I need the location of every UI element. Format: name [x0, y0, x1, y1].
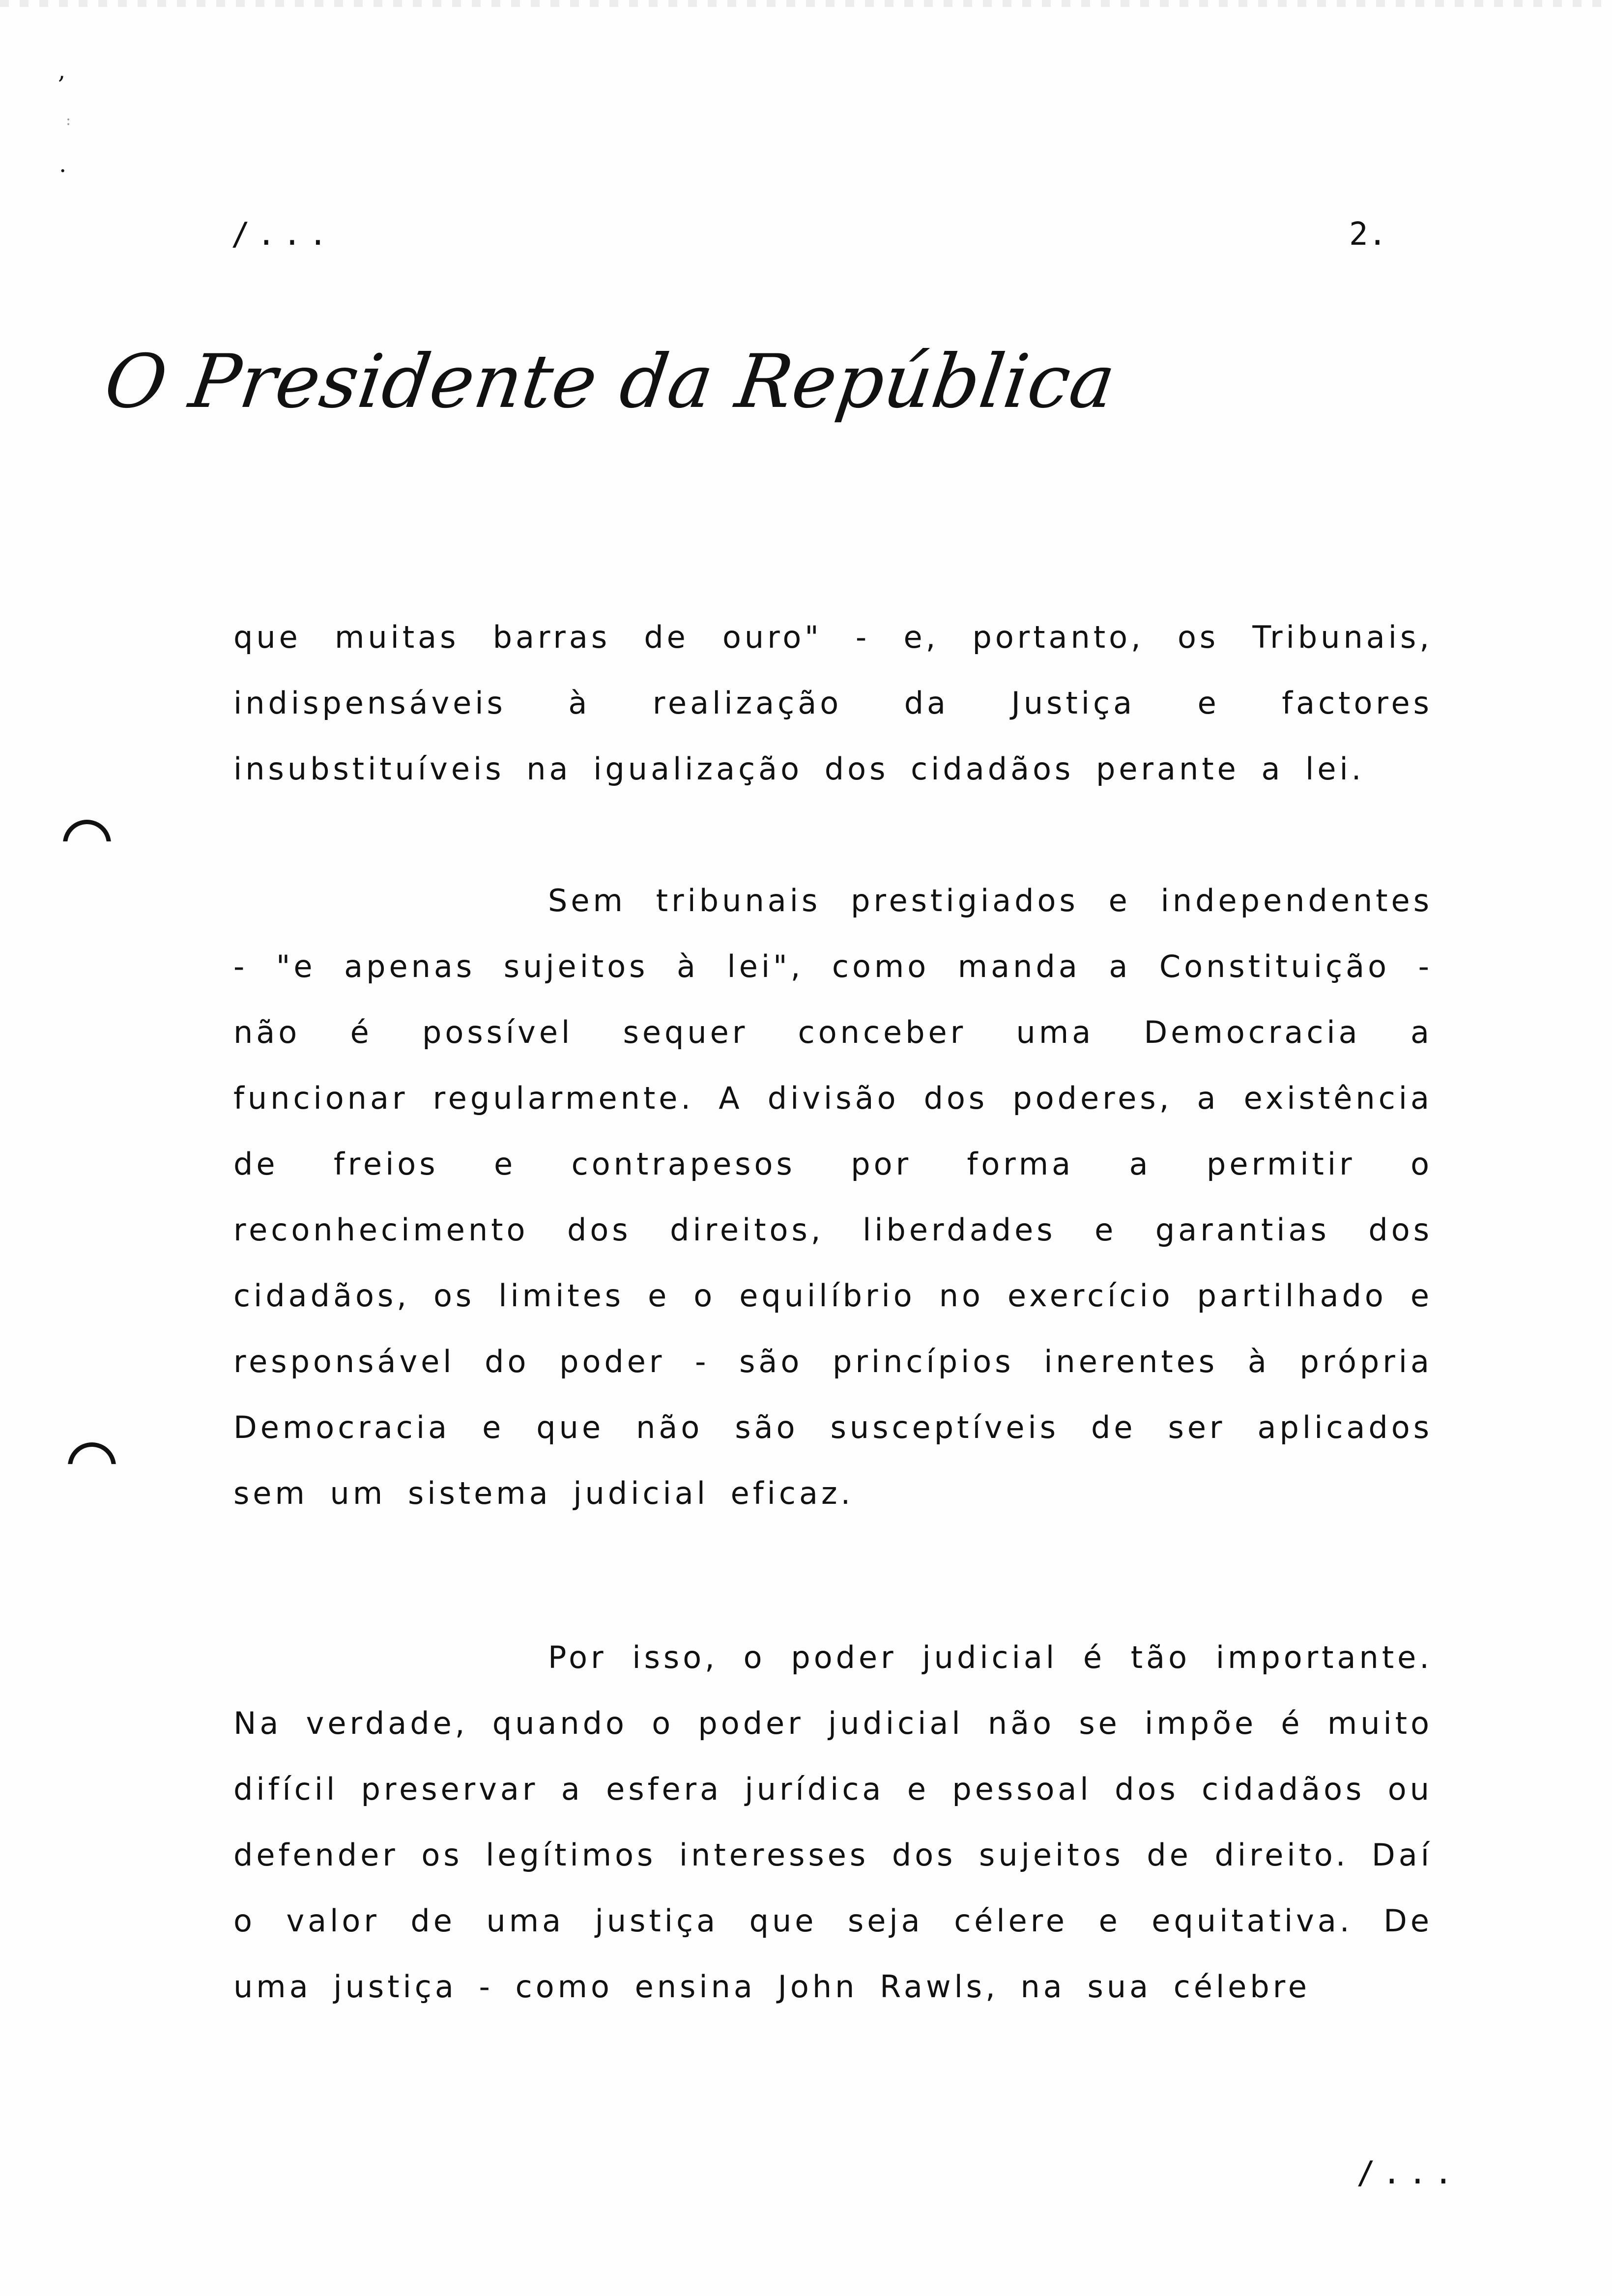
- punch-hole-mark: [68, 1442, 116, 1491]
- letter-body: [233, 604, 1433, 2020]
- scan-edge-artifact: [0, 0, 1612, 7]
- paragraph: que muitas barras de ouro" - e, portanto, os Tribunais, indispensáveis à realização da Justiça e factores insubstituíveis na igualização dos cidadãos perante a lei.: [233, 619, 1433, 787]
- continuation-mark-bottom: /...: [1356, 2155, 1460, 2191]
- scan-speck: .: [59, 150, 67, 178]
- punch-hole-mark: [63, 820, 111, 868]
- continuation-mark-top: /...: [231, 216, 335, 253]
- scan-speck: ,: [58, 57, 66, 85]
- paragraph: Por isso, o poder judicial é tão importante. Na verdade, quando o poder judicial não se impõe é muito difícil preservar a esfera jurídica e pessoal dos cidadãos ou defender os legítimos interesses dos sujeitos de direito. Daí o valor de uma justiça que seja célere e equitativa. De uma justiça - como ensina John Rawls, na sua célebre: [233, 1639, 1433, 2005]
- paragraph: Sem tribunais prestigiados e independentes - "e apenas sujeitos à lei", como manda a Constituição - não é possível sequer conceber uma Democracia a funcionar regularmente. A divisão dos poderes, a existência de freios e contrapesos por forma a permitir o reconhecimento dos direitos, liberdades e garantias dos cidadãos, os limites e o equilíbrio no exercício partilhado e responsável do poder - são princípios inerentes à própria Democracia e que não são susceptíveis de ser aplicados sem um sistema judicial eficaz.: [233, 883, 1433, 1511]
- letterhead-script: O Presidente da República: [99, 339, 1121, 425]
- scan-speck: :: [66, 112, 71, 129]
- page-number: 2.: [1349, 216, 1387, 253]
